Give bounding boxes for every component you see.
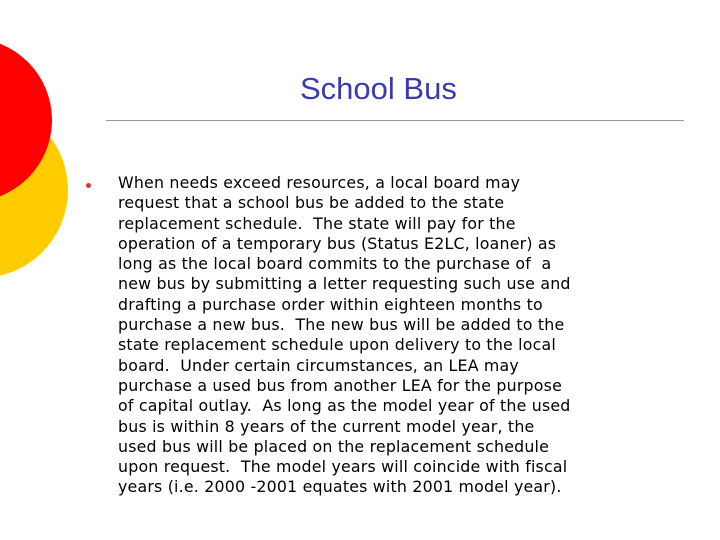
paragraph-line: of capital outlay. As long as the model year of the used <box>118 396 571 416</box>
paragraph-line: purchase a new bus. The new bus will be added to the <box>118 315 565 335</box>
paragraph-line: board. Under certain circumstances, an LEA may <box>118 355 519 375</box>
title-divider <box>106 120 684 121</box>
paragraph-line: used bus will be placed on the replacement schedule <box>118 436 550 456</box>
bullet-dot-icon <box>86 183 91 188</box>
decorative-circles <box>0 0 120 300</box>
paragraph-line: new bus by submitting a letter requesting such use and <box>118 274 571 294</box>
paragraph-line: request that a school bus be added to the state <box>118 193 505 213</box>
paragraph-line: When needs exceed resources, a local board may <box>118 173 521 192</box>
slide-title: School Bus <box>300 71 457 106</box>
paragraph-line: long as the local board commits to the purchase of a <box>118 254 552 274</box>
paragraph-line: state replacement schedule upon delivery to the local <box>118 335 556 355</box>
paragraph-line: operation of a temporary bus (Status E2LC, loaner) as <box>118 233 557 253</box>
paragraph-line: replacement schedule. The state will pay for the <box>118 213 516 233</box>
paragraph-line: drafting a purchase order within eighteen months to <box>118 294 543 314</box>
paragraph-line: years (i.e. 2000 -2001 equates with 2001 model year). <box>118 477 562 497</box>
paragraph-line: upon request. The model years will coincide with fiscal <box>118 457 568 477</box>
paragraph-line: purchase a used bus from another LEA for the purpose <box>118 375 562 395</box>
paragraph-line: bus is within 8 years of the current model year, the <box>118 416 535 436</box>
bullet-paragraph <box>118 173 678 498</box>
